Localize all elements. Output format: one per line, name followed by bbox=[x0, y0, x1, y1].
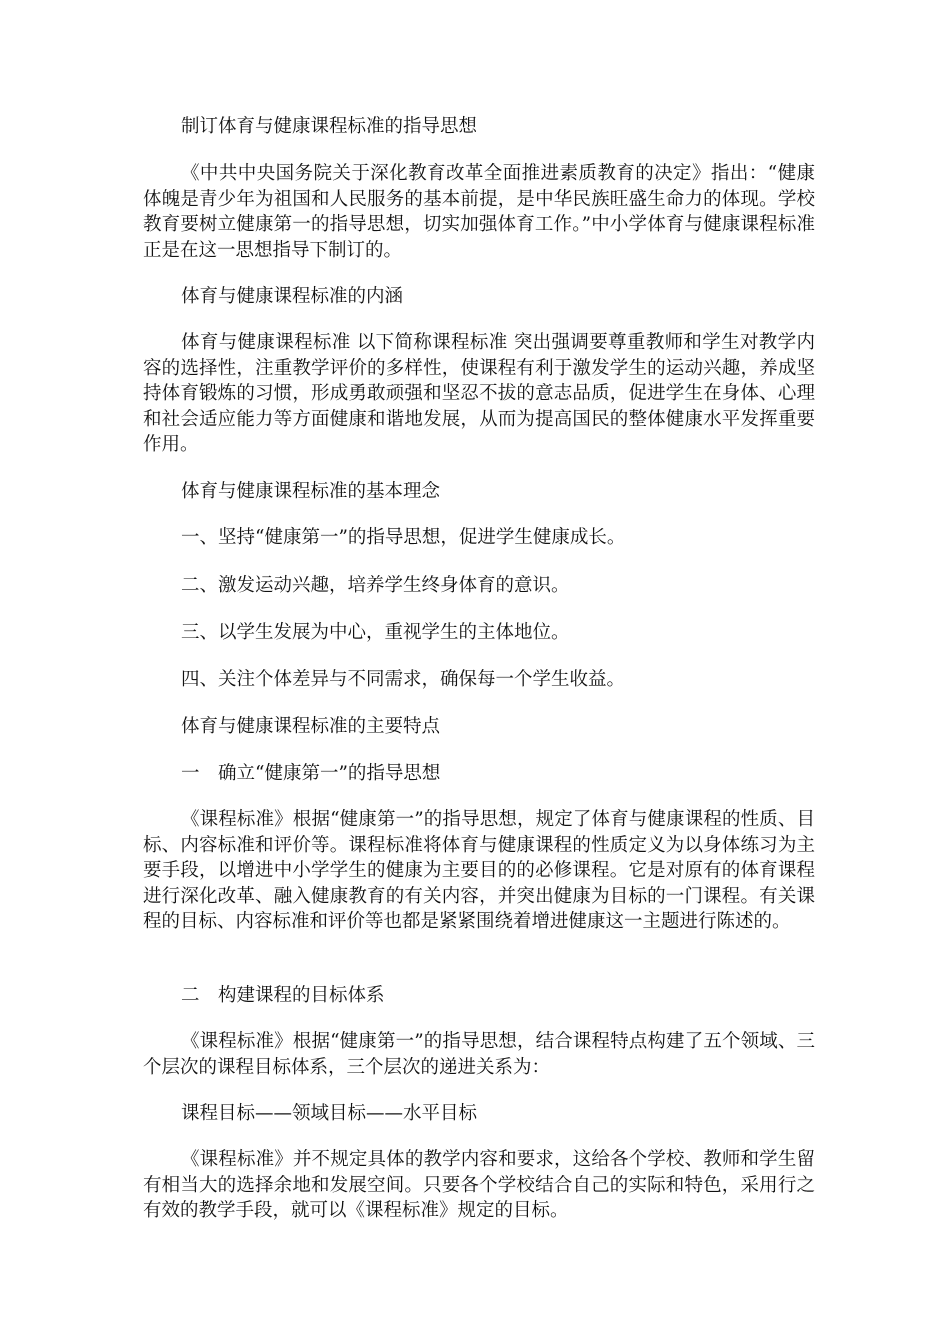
paragraph-decision-quote: 《中共中央国务院关于深化教育改革全面推进素质教育的决定》指出：“健康体魄是青少年为祖国和人民服务的基本前提，是中华民族旺盛生命力的体现。学校教育要树立健康第一的指导思想，切实加强体育工作。”中小学体育与健康课程标准正是在这一思想指导下制订的。 bbox=[143, 163, 815, 261]
paragraph-feature-1: 《课程标准》根据“健康第一”的指导思想，规定了体育与健康课程的性质、目标、内容标准和评价等。课程标准将体育与健康课程的性质定义为以身体练习为主要手段，以增进中小学学生的健康为主要目的的必修课程。它是对原有的体育课程进行深化改革、融入健康教育的有关内容，并突出健康为目标的一门课程。有关课程的目标、内容标准和评价等也都是紧紧围绕着增进健康这一主题进行陈述的。 bbox=[143, 809, 815, 932]
paragraph-feature-2: 《课程标准》根据“健康第一”的指导思想，结合课程特点构建了五个领域、三个层次的课程目标体系，三个层次的递进关系为： bbox=[143, 1031, 815, 1078]
heading-connotation: 体育与健康课程标准的内涵 bbox=[181, 286, 404, 307]
heading-main-features: 体育与健康课程标准的主要特点 bbox=[181, 716, 441, 737]
goal-hierarchy: 课程目标——领域目标——水平目标 bbox=[181, 1103, 478, 1124]
feature-heading-1: 一 确立“健康第一”的指导思想 bbox=[181, 763, 441, 784]
concept-item-4: 四、关注个体差异与不同需求，确保每一个学生收益。 bbox=[181, 669, 626, 690]
concept-item-2: 二、激发运动兴趣，培养学生终身体育的意识。 bbox=[181, 575, 570, 596]
concept-item-1: 一、坚持“健康第一”的指导思想，促进学生健康成长。 bbox=[181, 527, 626, 548]
heading-basic-concepts: 体育与健康课程标准的基本理念 bbox=[181, 481, 441, 502]
paragraph-connotation: 体育与健康课程标准 以下简称课程标准 突出强调要尊重教师和学生对教学内容的选择性，注重教学评价的多样性，使课程有利于激发学生的运动兴趣，养成坚持体育锻炼的习惯，形成勇敢顽强和坚忍不拔的意志品质，促进学生在身体、心理和社会适应能力等方面健康和谐地发展，从而为提高国民的整体健康水平发挥重要作用。 bbox=[143, 332, 815, 455]
heading-guiding-ideology: 制订体育与健康课程标准的指导思想 bbox=[181, 116, 478, 137]
concept-item-3: 三、以学生发展为中心，重视学生的主体地位。 bbox=[181, 622, 570, 643]
paragraph-curriculum-flexibility: 《课程标准》并不规定具体的教学内容和要求，这给各个学校、教师和学生留有相当大的选择余地和发展空间。只要各个学校结合自己的实际和特色，采用行之有效的教学手段，就可以《课程标准》规定的目标。 bbox=[143, 1149, 815, 1221]
feature-heading-2: 二 构建课程的目标体系 bbox=[181, 985, 385, 1006]
